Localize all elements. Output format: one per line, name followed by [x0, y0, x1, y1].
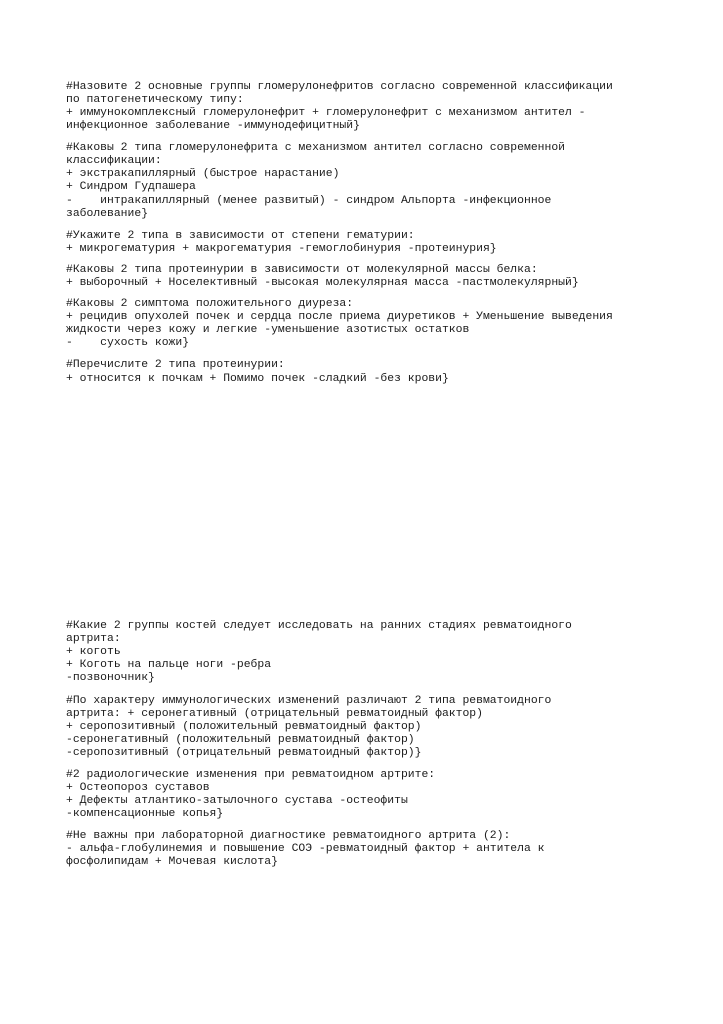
q2-line-6: заболевание} — [66, 208, 149, 220]
q7-line-2: артрита: — [66, 633, 121, 645]
q5-line-1: #Каковы 2 симптома положительного диуреза: — [66, 298, 354, 310]
q9-line-4: -компенсационные копья} — [66, 808, 224, 820]
q10-line-3: фосфолипидам + Мочевая кислота} — [66, 856, 278, 868]
q8-line-1: #По характеру иммунологических изменений различают 2 типа ревматоидного — [66, 695, 552, 707]
q8-line-2: артрита: + серонегативный (отрицательный ревматоидный фактор) — [66, 708, 483, 720]
q6-line-2: + относится к почкам + Помимо почек -сладкий -без крови} — [66, 373, 449, 385]
q9-line-2: + Остеопороз суставов — [66, 782, 210, 794]
q7-line-5: -позвоночник} — [66, 672, 155, 684]
q10-line-1: #Не важны при лабораторной диагностике ревматоидного артрита (2): — [66, 830, 511, 842]
q7-line-3: + коготь — [66, 646, 121, 658]
q7-line-1: #Какие 2 группы костей следует исследовать на ранних стадиях ревматоидного — [66, 620, 572, 632]
q1-line-2: по патогенетическому типу: — [66, 94, 244, 106]
q4-line-2: + выборочный + Носелективный -высокая молекулярная масса -пастмолекулярный} — [66, 277, 579, 289]
q8-line-5: -серопозитивный (отрицательный ревматоидный фактор)} — [66, 747, 422, 759]
q7-line-4: + Коготь на пальце ноги -ребра — [66, 659, 272, 671]
q2-line-4: + Синдром Гудпашера — [66, 181, 196, 193]
q5-line-2: + рецидив опухолей почек и сердца после приема диуретиков + Уменьшение выведения — [66, 311, 613, 323]
q9-line-1: #2 радиологические изменения при ревматоидном артрите: — [66, 769, 436, 781]
q10-line-2: - альфа-глобулинемия и повышение СОЭ -ревматоидный фактор + антитела к — [66, 843, 545, 855]
q6-line-1: #Перечислите 2 типа протеинурии: — [66, 359, 285, 371]
q5-line-3: жидкости через кожу и легкие -уменьшение азотистых остатков — [66, 324, 470, 336]
q2-line-2: классификации: — [66, 155, 162, 167]
q2-line-1: #Каковы 2 типа гломерулонефрита с механизмом антител согласно современной — [66, 142, 565, 154]
q4-line-1: #Каковы 2 типа протеинурии в зависимости от молекулярной массы белка: — [66, 264, 538, 276]
q2-line-5: - интракапиллярный (менее развитый) - синдром Альпорта -инфекционное — [66, 195, 552, 207]
q9-line-3: + Дефекты атлантико-затылочного сустава -остеофиты — [66, 795, 408, 807]
q5-line-4: - сухость кожи} — [66, 337, 190, 349]
q3-line-2: + микрогематурия + макрогематурия -гемоглобинурия -протеинурия} — [66, 243, 497, 255]
q8-line-4: -серонегативный (положительный ревматоидный фактор) — [66, 734, 415, 746]
q8-line-3: + серопозитивный (положительный ревматоидный фактор) — [66, 721, 422, 733]
q1-line-3: + иммунокомплексный гломерулонефрит + гломерулонефрит с механизмом антител - — [66, 107, 586, 119]
q1-line-1: #Назовите 2 основные группы гломерулонефритов согласно современной классификации — [66, 81, 613, 93]
q3-line-1: #Укажите 2 типа в зависимости от степени гематурии: — [66, 230, 415, 242]
q1-line-4: инфекционное заболевание -иммунодефицитный} — [66, 120, 360, 132]
q2-line-3: + экстракапиллярный (быстрое нарастание) — [66, 168, 340, 180]
